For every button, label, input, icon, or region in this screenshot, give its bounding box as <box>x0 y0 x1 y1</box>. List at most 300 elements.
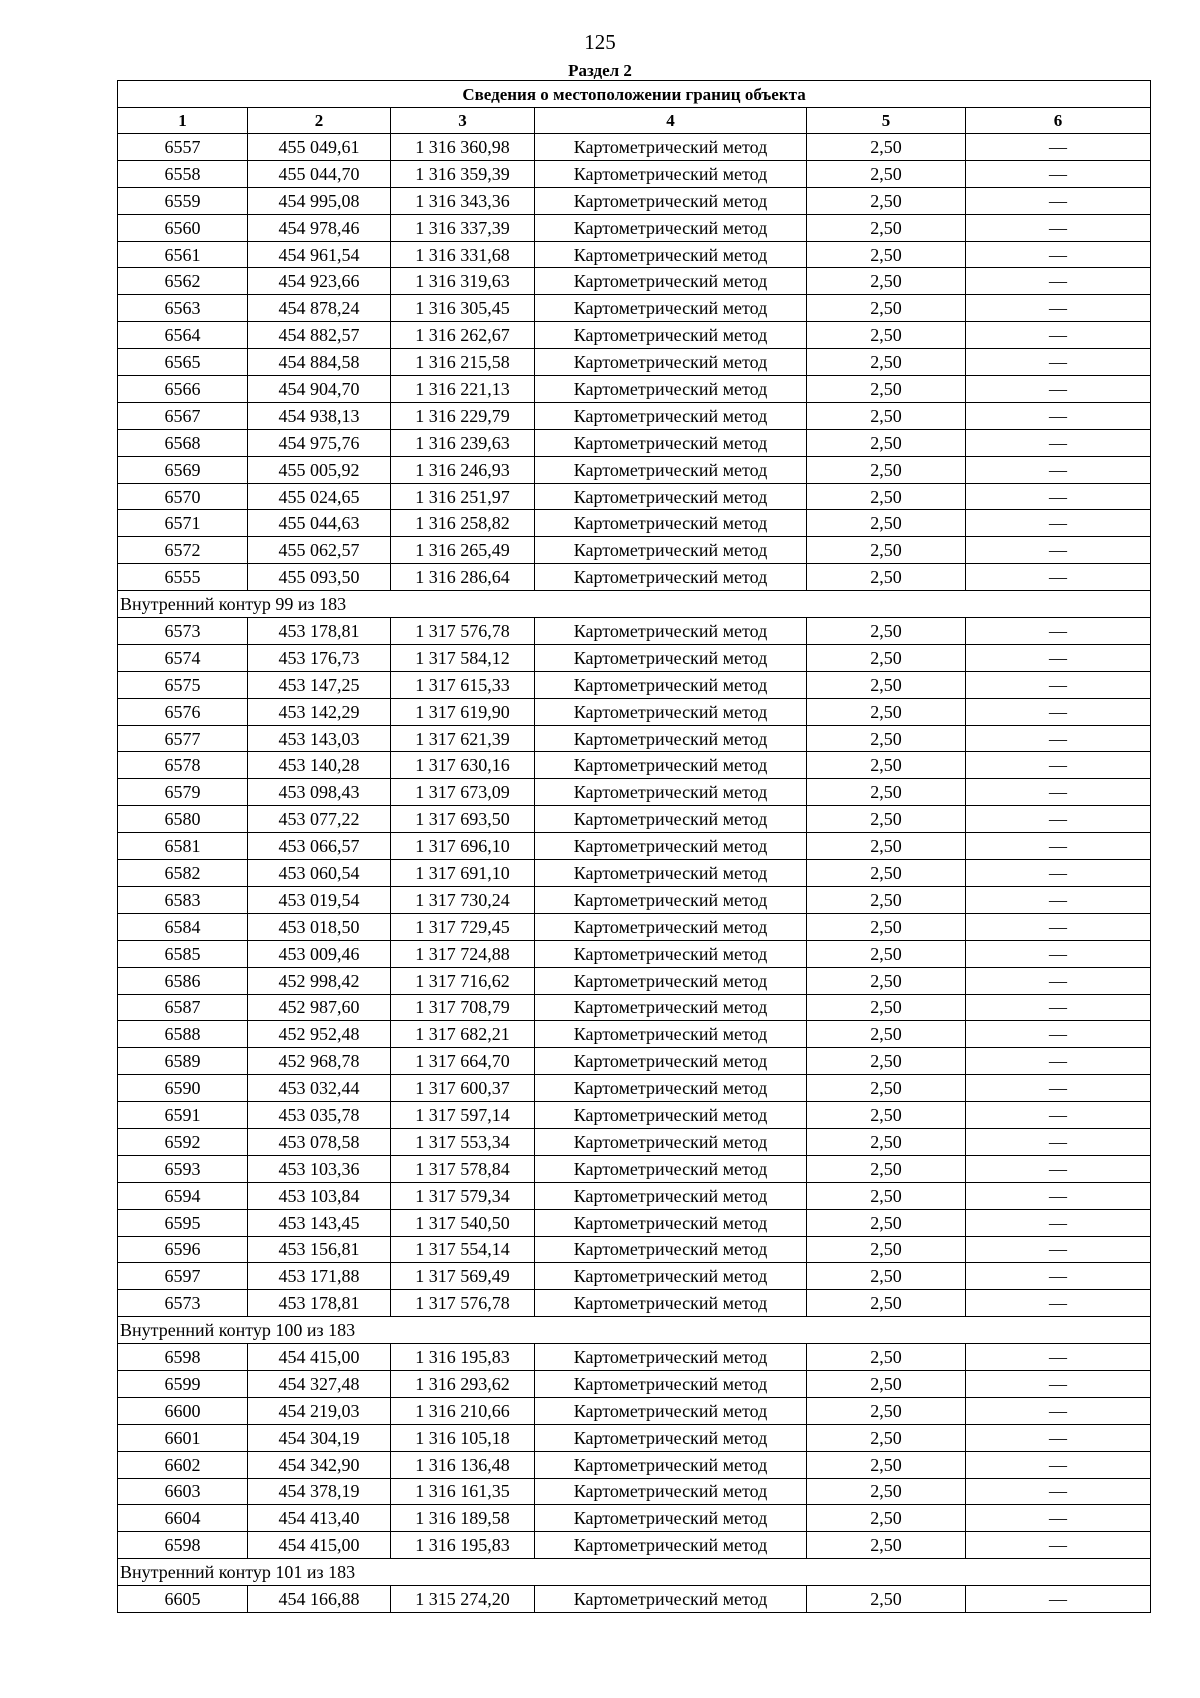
point-number-cell: 6582 <box>118 860 248 887</box>
accuracy-cell: 2,50 <box>807 1263 966 1290</box>
table-row <box>118 671 1151 698</box>
accuracy-cell: 2,50 <box>807 1586 966 1613</box>
table-row <box>118 134 1151 161</box>
description-cell: — <box>966 940 1151 967</box>
description-cell: — <box>966 779 1151 806</box>
x-coordinate-cell: 453 018,50 <box>248 913 391 940</box>
point-number-cell: 6591 <box>118 1102 248 1129</box>
description-cell: — <box>966 1263 1151 1290</box>
method-cell: Картометрический метод <box>535 860 807 887</box>
method-cell: Картометрический метод <box>535 564 807 591</box>
description-cell: — <box>966 349 1151 376</box>
accuracy-cell: 2,50 <box>807 1424 966 1451</box>
y-coordinate-cell: 1 316 221,13 <box>391 376 535 403</box>
x-coordinate-cell: 453 176,73 <box>248 644 391 671</box>
table-row <box>118 564 1151 591</box>
description-cell: — <box>966 1290 1151 1317</box>
description-cell: — <box>966 671 1151 698</box>
point-number-cell: 6605 <box>118 1586 248 1613</box>
table-row <box>118 1370 1151 1397</box>
point-number-cell: 6589 <box>118 1048 248 1075</box>
accuracy-cell: 2,50 <box>807 376 966 403</box>
description-cell: — <box>966 510 1151 537</box>
x-coordinate-cell: 454 413,40 <box>248 1505 391 1532</box>
section-title: Раздел 2 <box>568 61 632 80</box>
y-coordinate-cell: 1 317 693,50 <box>391 806 535 833</box>
accuracy-cell: 2,50 <box>807 1021 966 1048</box>
table-row <box>118 1397 1151 1424</box>
description-cell: — <box>966 1451 1151 1478</box>
accuracy-cell: 2,50 <box>807 1370 966 1397</box>
contour-row <box>118 1317 1151 1344</box>
x-coordinate-cell: 453 142,29 <box>248 698 391 725</box>
table-row <box>118 1532 1151 1559</box>
point-number-cell: 6558 <box>118 160 248 187</box>
accuracy-cell: 2,50 <box>807 134 966 161</box>
table-row <box>118 698 1151 725</box>
description-cell: — <box>966 1075 1151 1102</box>
x-coordinate-cell: 453 019,54 <box>248 886 391 913</box>
method-cell: Картометрический метод <box>535 241 807 268</box>
table-row <box>118 537 1151 564</box>
x-coordinate-cell: 453 103,84 <box>248 1182 391 1209</box>
description-cell: — <box>966 886 1151 913</box>
description-cell: — <box>966 1586 1151 1613</box>
description-cell: — <box>966 187 1151 214</box>
column-header-row <box>118 108 1151 134</box>
y-coordinate-cell: 1 316 251,97 <box>391 483 535 510</box>
x-coordinate-cell: 455 024,65 <box>248 483 391 510</box>
point-number-cell: 6601 <box>118 1424 248 1451</box>
method-cell: Картометрический метод <box>535 537 807 564</box>
method-cell: Картометрический метод <box>535 833 807 860</box>
x-coordinate-cell: 452 998,42 <box>248 967 391 994</box>
table-row <box>118 160 1151 187</box>
x-coordinate-cell: 453 077,22 <box>248 806 391 833</box>
description-cell: — <box>966 1344 1151 1371</box>
accuracy-cell: 2,50 <box>807 429 966 456</box>
y-coordinate-cell: 1 316 189,58 <box>391 1505 535 1532</box>
point-number-cell: 6580 <box>118 806 248 833</box>
accuracy-cell: 2,50 <box>807 268 966 295</box>
x-coordinate-cell: 454 938,13 <box>248 402 391 429</box>
table-row <box>118 241 1151 268</box>
method-cell: Картометрический метод <box>535 376 807 403</box>
x-coordinate-cell: 454 304,19 <box>248 1424 391 1451</box>
table-row <box>118 1182 1151 1209</box>
column-header: 3 <box>391 108 535 134</box>
point-number-cell: 6600 <box>118 1397 248 1424</box>
table-row <box>118 268 1151 295</box>
point-number-cell: 6586 <box>118 967 248 994</box>
method-cell: Картометрический метод <box>535 644 807 671</box>
x-coordinate-cell: 453 066,57 <box>248 833 391 860</box>
x-coordinate-cell: 455 044,63 <box>248 510 391 537</box>
point-number-cell: 6571 <box>118 510 248 537</box>
table-row <box>118 322 1151 349</box>
contour-row <box>118 591 1151 618</box>
method-cell: Картометрический метод <box>535 402 807 429</box>
table-row <box>118 187 1151 214</box>
x-coordinate-cell: 455 044,70 <box>248 160 391 187</box>
y-coordinate-cell: 1 316 262,67 <box>391 322 535 349</box>
accuracy-cell: 2,50 <box>807 510 966 537</box>
table-row <box>118 295 1151 322</box>
x-coordinate-cell: 453 156,81 <box>248 1236 391 1263</box>
column-header: 4 <box>535 108 807 134</box>
y-coordinate-cell: 1 316 360,98 <box>391 134 535 161</box>
table-row <box>118 1505 1151 1532</box>
accuracy-cell: 2,50 <box>807 806 966 833</box>
accuracy-cell: 2,50 <box>807 698 966 725</box>
table-row <box>118 1424 1151 1451</box>
y-coordinate-cell: 1 317 584,12 <box>391 644 535 671</box>
description-cell: — <box>966 967 1151 994</box>
description-cell: — <box>966 564 1151 591</box>
point-number-cell: 6598 <box>118 1532 248 1559</box>
y-coordinate-cell: 1 317 615,33 <box>391 671 535 698</box>
point-number-cell: 6588 <box>118 1021 248 1048</box>
accuracy-cell: 2,50 <box>807 564 966 591</box>
accuracy-cell: 2,50 <box>807 1209 966 1236</box>
method-cell: Картометрический метод <box>535 1451 807 1478</box>
accuracy-cell: 2,50 <box>807 1505 966 1532</box>
y-coordinate-cell: 1 317 621,39 <box>391 725 535 752</box>
x-coordinate-cell: 454 415,00 <box>248 1344 391 1371</box>
x-coordinate-cell: 452 968,78 <box>248 1048 391 1075</box>
point-number-cell: 6590 <box>118 1075 248 1102</box>
method-cell: Картометрический метод <box>535 160 807 187</box>
y-coordinate-cell: 1 317 673,09 <box>391 779 535 806</box>
accuracy-cell: 2,50 <box>807 1478 966 1505</box>
method-cell: Картометрический метод <box>535 994 807 1021</box>
method-cell: Картометрический метод <box>535 295 807 322</box>
method-cell: Картометрический метод <box>535 671 807 698</box>
point-number-cell: 6602 <box>118 1451 248 1478</box>
x-coordinate-cell: 453 009,46 <box>248 940 391 967</box>
accuracy-cell: 2,50 <box>807 967 966 994</box>
accuracy-cell: 2,50 <box>807 187 966 214</box>
page-number: 125 <box>584 30 616 54</box>
x-coordinate-cell: 453 147,25 <box>248 671 391 698</box>
y-coordinate-cell: 1 316 258,82 <box>391 510 535 537</box>
point-number-cell: 6599 <box>118 1370 248 1397</box>
x-coordinate-cell: 454 219,03 <box>248 1397 391 1424</box>
method-cell: Картометрический метод <box>535 322 807 349</box>
method-cell: Картометрический метод <box>535 1263 807 1290</box>
x-coordinate-cell: 454 961,54 <box>248 241 391 268</box>
point-number-cell: 6566 <box>118 376 248 403</box>
y-coordinate-cell: 1 317 630,16 <box>391 752 535 779</box>
method-cell: Картометрический метод <box>535 1182 807 1209</box>
table-row <box>118 1586 1151 1613</box>
table-row <box>118 779 1151 806</box>
description-cell: — <box>966 752 1151 779</box>
method-cell: Картометрический метод <box>535 752 807 779</box>
accuracy-cell: 2,50 <box>807 1075 966 1102</box>
method-cell: Картометрический метод <box>535 967 807 994</box>
description-cell: — <box>966 1236 1151 1263</box>
point-number-cell: 6594 <box>118 1182 248 1209</box>
y-coordinate-cell: 1 317 619,90 <box>391 698 535 725</box>
y-coordinate-cell: 1 317 540,50 <box>391 1209 535 1236</box>
table-row <box>118 1021 1151 1048</box>
table-row <box>118 618 1151 645</box>
point-number-cell: 6604 <box>118 1505 248 1532</box>
point-number-cell: 6581 <box>118 833 248 860</box>
y-coordinate-cell: 1 316 161,35 <box>391 1478 535 1505</box>
accuracy-cell: 2,50 <box>807 618 966 645</box>
y-coordinate-cell: 1 316 343,36 <box>391 187 535 214</box>
description-cell: — <box>966 160 1151 187</box>
y-coordinate-cell: 1 316 286,64 <box>391 564 535 591</box>
x-coordinate-cell: 454 995,08 <box>248 187 391 214</box>
x-coordinate-cell: 453 178,81 <box>248 1290 391 1317</box>
table-row <box>118 1263 1151 1290</box>
x-coordinate-cell: 454 978,46 <box>248 214 391 241</box>
accuracy-cell: 2,50 <box>807 1290 966 1317</box>
table-row <box>118 994 1151 1021</box>
accuracy-cell: 2,50 <box>807 1182 966 1209</box>
point-number-cell: 6578 <box>118 752 248 779</box>
accuracy-cell: 2,50 <box>807 1102 966 1129</box>
accuracy-cell: 2,50 <box>807 1155 966 1182</box>
x-coordinate-cell: 453 143,03 <box>248 725 391 752</box>
method-cell: Картометрический метод <box>535 1155 807 1182</box>
method-cell: Картометрический метод <box>535 1102 807 1129</box>
y-coordinate-cell: 1 316 319,63 <box>391 268 535 295</box>
description-cell: — <box>966 268 1151 295</box>
point-number-cell: 6598 <box>118 1344 248 1371</box>
x-coordinate-cell: 454 327,48 <box>248 1370 391 1397</box>
y-coordinate-cell: 1 316 239,63 <box>391 429 535 456</box>
description-cell: — <box>966 1532 1151 1559</box>
description-cell: — <box>966 994 1151 1021</box>
x-coordinate-cell: 454 884,58 <box>248 349 391 376</box>
description-cell: — <box>966 833 1151 860</box>
point-number-cell: 6603 <box>118 1478 248 1505</box>
accuracy-cell: 2,50 <box>807 913 966 940</box>
y-coordinate-cell: 1 317 664,70 <box>391 1048 535 1075</box>
accuracy-cell: 2,50 <box>807 860 966 887</box>
y-coordinate-cell: 1 317 716,62 <box>391 967 535 994</box>
y-coordinate-cell: 1 315 274,20 <box>391 1586 535 1613</box>
y-coordinate-cell: 1 317 696,10 <box>391 833 535 860</box>
y-coordinate-cell: 1 317 569,49 <box>391 1263 535 1290</box>
method-cell: Картометрический метод <box>535 510 807 537</box>
accuracy-cell: 2,50 <box>807 671 966 698</box>
method-cell: Картометрический метод <box>535 1532 807 1559</box>
point-number-cell: 6593 <box>118 1155 248 1182</box>
description-cell: — <box>966 402 1151 429</box>
description-cell: — <box>966 322 1151 349</box>
x-coordinate-cell: 453 098,43 <box>248 779 391 806</box>
point-number-cell: 6597 <box>118 1263 248 1290</box>
method-cell: Картометрический метод <box>535 1397 807 1424</box>
x-coordinate-cell: 454 415,00 <box>248 1532 391 1559</box>
accuracy-cell: 2,50 <box>807 886 966 913</box>
x-coordinate-cell: 453 078,58 <box>248 1128 391 1155</box>
column-header: 6 <box>966 108 1151 134</box>
accuracy-cell: 2,50 <box>807 644 966 671</box>
method-cell: Картометрический метод <box>535 1344 807 1371</box>
y-coordinate-cell: 1 317 554,14 <box>391 1236 535 1263</box>
method-cell: Картометрический метод <box>535 806 807 833</box>
description-cell: — <box>966 1370 1151 1397</box>
description-cell: — <box>966 1048 1151 1075</box>
x-coordinate-cell: 453 032,44 <box>248 1075 391 1102</box>
point-number-cell: 6583 <box>118 886 248 913</box>
table-row <box>118 725 1151 752</box>
method-cell: Картометрический метод <box>535 1290 807 1317</box>
description-cell: — <box>966 134 1151 161</box>
y-coordinate-cell: 1 316 293,62 <box>391 1370 535 1397</box>
x-coordinate-cell: 453 035,78 <box>248 1102 391 1129</box>
method-cell: Картометрический метод <box>535 187 807 214</box>
table-row <box>118 1451 1151 1478</box>
point-number-cell: 6577 <box>118 725 248 752</box>
method-cell: Картометрический метод <box>535 1048 807 1075</box>
point-number-cell: 6576 <box>118 698 248 725</box>
point-number-cell: 6568 <box>118 429 248 456</box>
table-row <box>118 886 1151 913</box>
point-number-cell: 6572 <box>118 537 248 564</box>
accuracy-cell: 2,50 <box>807 402 966 429</box>
description-cell: — <box>966 1128 1151 1155</box>
y-coordinate-cell: 1 317 553,34 <box>391 1128 535 1155</box>
accuracy-cell: 2,50 <box>807 1451 966 1478</box>
method-cell: Картометрический метод <box>535 725 807 752</box>
table-row <box>118 429 1151 456</box>
accuracy-cell: 2,50 <box>807 241 966 268</box>
y-coordinate-cell: 1 317 708,79 <box>391 994 535 1021</box>
method-cell: Картометрический метод <box>535 1075 807 1102</box>
accuracy-cell: 2,50 <box>807 483 966 510</box>
point-number-cell: 6569 <box>118 456 248 483</box>
method-cell: Картометрический метод <box>535 1478 807 1505</box>
method-cell: Картометрический метод <box>535 268 807 295</box>
table-row <box>118 833 1151 860</box>
x-coordinate-cell: 455 093,50 <box>248 564 391 591</box>
x-coordinate-cell: 454 923,66 <box>248 268 391 295</box>
table-row <box>118 1290 1151 1317</box>
y-coordinate-cell: 1 317 578,84 <box>391 1155 535 1182</box>
method-cell: Картометрический метод <box>535 698 807 725</box>
y-coordinate-cell: 1 317 730,24 <box>391 886 535 913</box>
accuracy-cell: 2,50 <box>807 1532 966 1559</box>
description-cell: — <box>966 429 1151 456</box>
method-cell: Картометрический метод <box>535 1424 807 1451</box>
point-number-cell: 6596 <box>118 1236 248 1263</box>
point-number-cell: 6585 <box>118 940 248 967</box>
accuracy-cell: 2,50 <box>807 1128 966 1155</box>
x-coordinate-cell: 455 005,92 <box>248 456 391 483</box>
y-coordinate-cell: 1 316 265,49 <box>391 537 535 564</box>
x-coordinate-cell: 453 060,54 <box>248 860 391 887</box>
description-cell: — <box>966 1182 1151 1209</box>
description-cell: — <box>966 860 1151 887</box>
y-coordinate-cell: 1 316 105,18 <box>391 1424 535 1451</box>
contour-label: Внутренний контур 100 из 183 <box>118 1317 1151 1344</box>
table-row <box>118 1209 1151 1236</box>
contour-label: Внутренний контур 101 из 183 <box>118 1559 1151 1586</box>
method-cell: Картометрический метод <box>535 1586 807 1613</box>
point-number-cell: 6555 <box>118 564 248 591</box>
y-coordinate-cell: 1 317 691,10 <box>391 860 535 887</box>
x-coordinate-cell: 453 171,88 <box>248 1263 391 1290</box>
point-number-cell: 6579 <box>118 779 248 806</box>
table-row <box>118 349 1151 376</box>
accuracy-cell: 2,50 <box>807 994 966 1021</box>
x-coordinate-cell: 455 062,57 <box>248 537 391 564</box>
table-row <box>118 510 1151 537</box>
table-row <box>118 1048 1151 1075</box>
table-row <box>118 967 1151 994</box>
accuracy-cell: 2,50 <box>807 1344 966 1371</box>
column-header: 1 <box>118 108 248 134</box>
method-cell: Картометрический метод <box>535 349 807 376</box>
y-coordinate-cell: 1 316 305,45 <box>391 295 535 322</box>
accuracy-cell: 2,50 <box>807 1236 966 1263</box>
description-cell: — <box>966 376 1151 403</box>
boundary-table <box>117 80 1151 1613</box>
y-coordinate-cell: 1 316 195,83 <box>391 1344 535 1371</box>
method-cell: Картометрический метод <box>535 214 807 241</box>
table-row <box>118 1102 1151 1129</box>
y-coordinate-cell: 1 316 136,48 <box>391 1451 535 1478</box>
y-coordinate-cell: 1 316 246,93 <box>391 456 535 483</box>
table-row <box>118 1236 1151 1263</box>
point-number-cell: 6587 <box>118 994 248 1021</box>
y-coordinate-cell: 1 317 597,14 <box>391 1102 535 1129</box>
table-row <box>118 214 1151 241</box>
point-number-cell: 6595 <box>118 1209 248 1236</box>
x-coordinate-cell: 454 882,57 <box>248 322 391 349</box>
description-cell: — <box>966 483 1151 510</box>
description-cell: — <box>966 698 1151 725</box>
table-row <box>118 1155 1151 1182</box>
table-row <box>118 644 1151 671</box>
accuracy-cell: 2,50 <box>807 779 966 806</box>
y-coordinate-cell: 1 316 331,68 <box>391 241 535 268</box>
method-cell: Картометрический метод <box>535 1370 807 1397</box>
table-row <box>118 940 1151 967</box>
y-coordinate-cell: 1 317 682,21 <box>391 1021 535 1048</box>
accuracy-cell: 2,50 <box>807 833 966 860</box>
description-cell: — <box>966 1102 1151 1129</box>
y-coordinate-cell: 1 316 337,39 <box>391 214 535 241</box>
method-cell: Картометрический метод <box>535 1021 807 1048</box>
point-number-cell: 6575 <box>118 671 248 698</box>
y-coordinate-cell: 1 317 579,34 <box>391 1182 535 1209</box>
point-number-cell: 6563 <box>118 295 248 322</box>
y-coordinate-cell: 1 317 600,37 <box>391 1075 535 1102</box>
table-row <box>118 1478 1151 1505</box>
method-cell: Картометрический метод <box>535 779 807 806</box>
accuracy-cell: 2,50 <box>807 1048 966 1075</box>
description-cell: — <box>966 214 1151 241</box>
x-coordinate-cell: 454 166,88 <box>248 1586 391 1613</box>
description-cell: — <box>966 1397 1151 1424</box>
description-cell: — <box>966 295 1151 322</box>
point-number-cell: 6559 <box>118 187 248 214</box>
accuracy-cell: 2,50 <box>807 456 966 483</box>
description-cell: — <box>966 1505 1151 1532</box>
table-row <box>118 1075 1151 1102</box>
table-row <box>118 913 1151 940</box>
point-number-cell: 6564 <box>118 322 248 349</box>
description-cell: — <box>966 456 1151 483</box>
